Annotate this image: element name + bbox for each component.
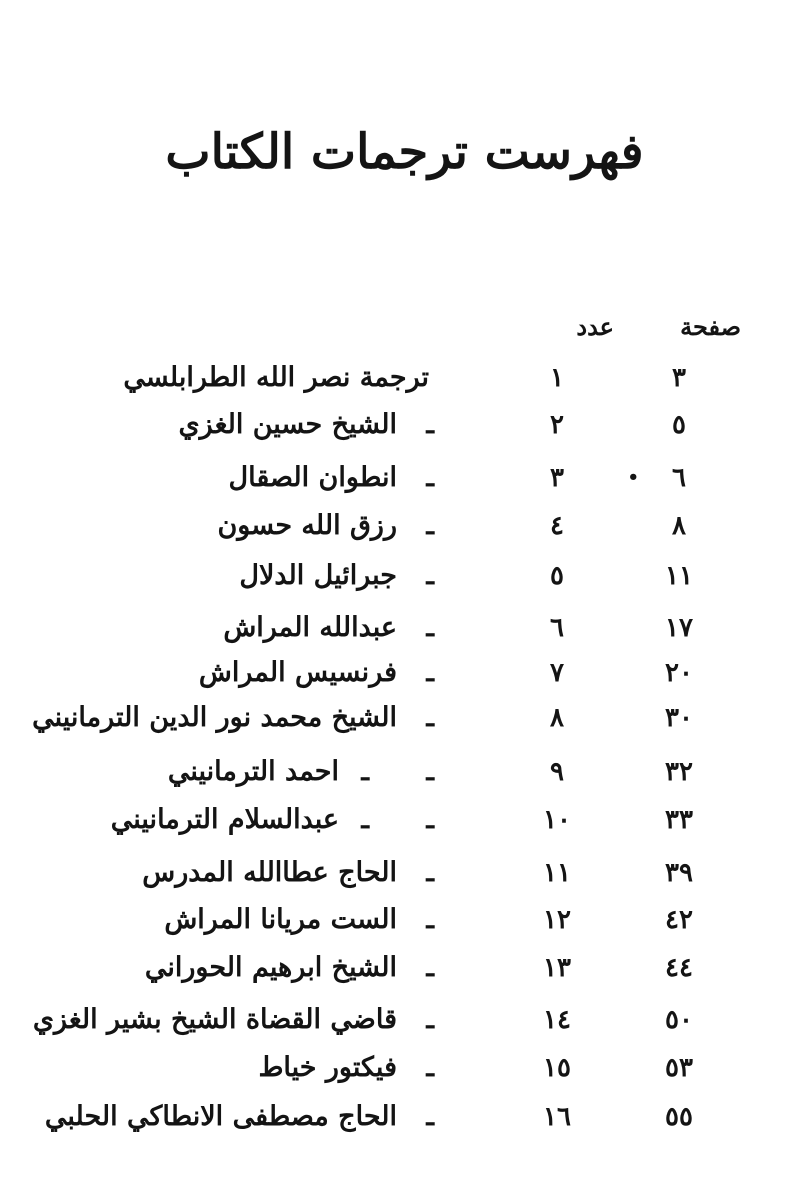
- page-number: ١١: [665, 561, 693, 591]
- ditto-marker: ـ: [426, 1053, 434, 1083]
- entry-number: ٣: [550, 463, 564, 493]
- biography-name: احمد الترمانيني: [167, 756, 339, 787]
- ditto-marker: ـ: [426, 511, 434, 541]
- list-item: [40, 358, 769, 398]
- entry-number: ٢: [550, 410, 564, 440]
- column-header-number: عدد: [576, 312, 614, 341]
- page-number: ٢٠: [665, 658, 693, 688]
- page-number: ٣٣: [665, 805, 693, 835]
- biography-name: الحاج عطاالله المدرس: [142, 857, 397, 888]
- list-item: [40, 458, 769, 498]
- list-item: [40, 853, 769, 893]
- page-number: ٣٩: [665, 858, 693, 888]
- list-item: [40, 948, 769, 988]
- biography-name: الشيخ محمد نور الدين الترمانيني: [32, 702, 397, 733]
- ditto-marker: ـ: [426, 703, 434, 733]
- ditto-marker: ـ: [426, 561, 434, 591]
- ditto-marker: ـ: [361, 805, 369, 835]
- page-number: ٦: [672, 463, 686, 493]
- list-item: [40, 1048, 769, 1088]
- biography-name: فيكتور خياط: [258, 1052, 397, 1083]
- page-number: ٥٥: [665, 1102, 693, 1132]
- entry-number: ٨: [550, 703, 564, 733]
- list-item: [40, 556, 769, 596]
- entry-number: ١١: [543, 858, 571, 888]
- ditto-marker: ـ: [361, 757, 369, 787]
- biography-name: الست مريانا المراش: [164, 904, 397, 935]
- list-item: [40, 900, 769, 940]
- margin-dot: •: [627, 467, 639, 488]
- biography-name: جبرائيل الدلال: [239, 560, 397, 591]
- entry-number: ١٢: [543, 905, 571, 935]
- list-item: [40, 405, 769, 445]
- page-number: ٤٢: [665, 905, 693, 935]
- entry-number: ٧: [550, 658, 564, 688]
- biography-name: الشيخ حسين الغزي: [178, 409, 397, 440]
- page-number: ٣٠: [665, 703, 693, 733]
- page-number: ١٧: [665, 613, 693, 643]
- entry-number: ١٣: [543, 953, 571, 983]
- entry-number: ١٤: [543, 1005, 571, 1035]
- entry-number: ٦: [550, 613, 564, 643]
- list-item: [40, 608, 769, 648]
- ditto-marker: ـ: [426, 1102, 434, 1132]
- biography-name: رزق الله حسون: [217, 510, 397, 541]
- biography-name: قاضي القضاة الشيخ بشير الغزي: [32, 1004, 397, 1035]
- list-item: [32, 1000, 769, 1040]
- page-number: ٨: [672, 511, 686, 541]
- ditto-marker: ـ: [426, 658, 434, 688]
- ditto-marker: ـ: [426, 953, 434, 983]
- entry-number: ١: [550, 363, 564, 393]
- ditto-marker: ـ: [426, 858, 434, 888]
- entry-number: ٤: [550, 511, 564, 541]
- biography-name: عبدالسلام الترمانيني: [110, 804, 339, 835]
- page-number: ٣٢: [665, 757, 693, 787]
- list-item: [40, 800, 769, 840]
- page-number: ٤٤: [665, 953, 693, 983]
- biography-name: عبدالله المراش: [223, 612, 397, 643]
- entry-number: ١٥: [543, 1053, 571, 1083]
- ditto-marker: ـ: [426, 613, 434, 643]
- biography-name: الشيخ ابرهيم الحوراني: [144, 952, 397, 983]
- biography-name: فرنسيس المراش: [198, 657, 397, 688]
- ditto-marker: ـ: [426, 463, 434, 493]
- entry-number: ١٠: [543, 805, 571, 835]
- list-item: [40, 752, 769, 792]
- entry-number: ١٦: [543, 1102, 571, 1132]
- ditto-marker: ـ: [426, 1005, 434, 1035]
- ditto-marker: ـ: [426, 805, 434, 835]
- list-item: [40, 1097, 769, 1137]
- page-number: ٥٣: [665, 1053, 693, 1083]
- ditto-marker: ـ: [426, 905, 434, 935]
- biography-name: الحاج مصطفى الانطاكي الحلبي: [44, 1101, 397, 1132]
- column-header-page: صفحة: [680, 312, 741, 341]
- page-number: ٣: [672, 363, 686, 393]
- list-item: [32, 698, 769, 738]
- ditto-marker: ـ: [426, 757, 434, 787]
- page-title: فهرست ترجمات الكتاب: [165, 124, 644, 180]
- biography-name: انطوان الصقال: [228, 462, 397, 493]
- page-number: ٥: [672, 410, 686, 440]
- entry-number: ٩: [550, 757, 564, 787]
- biography-name: ترجمة نصر الله الطرابلسي: [123, 362, 429, 393]
- entry-number: ٥: [550, 561, 564, 591]
- list-item: [40, 506, 769, 546]
- list-item: [40, 653, 769, 693]
- ditto-marker: ـ: [426, 410, 434, 440]
- page-number: ٥٠: [665, 1005, 693, 1035]
